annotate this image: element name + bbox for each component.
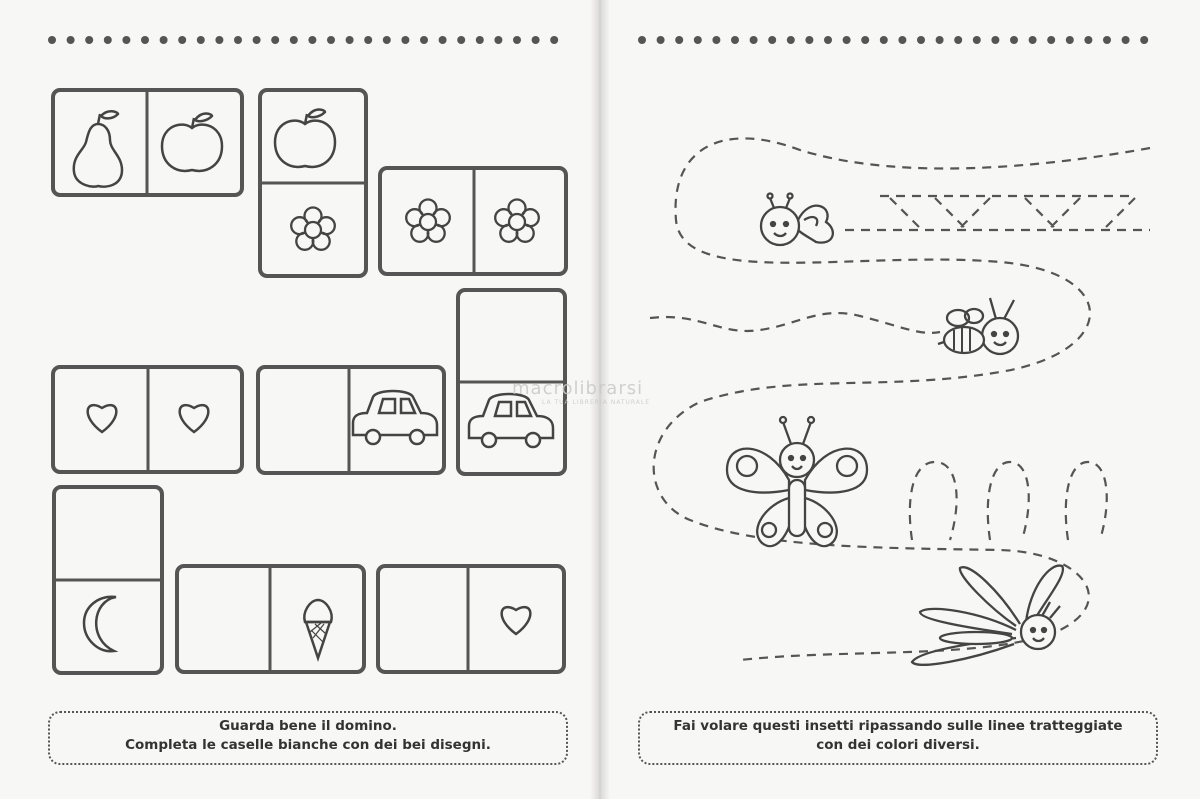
decorative-dot [1103,36,1111,44]
decorative-dot [550,36,558,44]
decorative-dot [253,36,261,44]
decorative-dot [750,36,758,44]
decorative-dot [1122,36,1130,44]
decorative-dot [327,36,335,44]
decorative-dot [532,36,540,44]
instruction-box-left [48,711,568,765]
decorative-dot [178,36,186,44]
decorative-dot [991,36,999,44]
decorative-dot [364,36,372,44]
decorative-dot [843,36,851,44]
decorative-dot [1010,36,1018,44]
decorative-dot [420,36,428,44]
decorative-dot [215,36,223,44]
decorative-dot [439,36,447,44]
instruction-line-2: con dei colori diversi. [816,737,980,753]
domino-empty-heart [378,566,564,672]
decorative-dot [383,36,391,44]
instruction-box-right [638,711,1158,765]
domino-heart-heart [53,367,242,472]
instruction-line-1: Guarda bene il domino. [219,718,397,734]
decorative-dot [936,36,944,44]
top-dot-row-left [48,36,558,44]
decorative-dot [1084,36,1092,44]
decorative-dot [954,36,962,44]
decorative-dot [712,36,720,44]
decorative-dot [917,36,925,44]
domino-empty-icecream [177,566,364,672]
bee-icon [938,298,1018,354]
decorative-dot [457,36,465,44]
watermark-brand: macrolibrarsi [512,378,644,399]
decorative-dot [768,36,776,44]
decorative-dot [513,36,521,44]
instruction-line-2: Completa le caselle bianche con dei bei disegni. [125,737,491,753]
watermark-tagline: LA TUA LIBRERIA NATURALE [542,399,651,406]
decorative-dot [1047,36,1055,44]
decorative-dot [638,36,646,44]
decorative-dot [898,36,906,44]
decorative-dot [401,36,409,44]
domino-apple-flower [260,90,366,276]
decorative-dot [880,36,888,44]
decorative-dot [657,36,665,44]
decorative-dot [271,36,279,44]
decorative-dot [1066,36,1074,44]
decorative-dot [122,36,130,44]
decorative-dot [290,36,298,44]
ladybug-icon [761,194,833,246]
butterfly-icon [727,417,867,546]
decorative-dot [67,36,75,44]
decorative-dot [1029,36,1037,44]
decorative-dot [494,36,502,44]
instruction-line-1: Fai volare questi insetti ripassando sulle linee tratteggiate [673,718,1123,734]
decorative-dot [104,36,112,44]
decorative-dot [824,36,832,44]
decorative-dot [48,36,56,44]
decorative-dot [787,36,795,44]
decorative-dot [805,36,813,44]
domino-pear-apple [53,90,242,195]
watermark [512,378,650,406]
decorative-dot [308,36,316,44]
decorative-dot [346,36,354,44]
decorative-dot [476,36,484,44]
domino-empty-car [258,367,444,473]
decorative-dot [731,36,739,44]
decorative-dot [85,36,93,44]
decorative-dot [675,36,683,44]
decorative-dot [141,36,149,44]
decorative-dot [197,36,205,44]
decorative-dot [1140,36,1148,44]
decorative-dot [861,36,869,44]
top-dot-row-right [638,36,1148,44]
domino-empty-moon [54,487,162,673]
decorative-dot [160,36,168,44]
domino-flower-flower [380,168,566,274]
decorative-dot [234,36,242,44]
dragonfly-icon [912,566,1063,665]
dashed-trail [650,138,1150,660]
decorative-dot [973,36,981,44]
decorative-dot [694,36,702,44]
